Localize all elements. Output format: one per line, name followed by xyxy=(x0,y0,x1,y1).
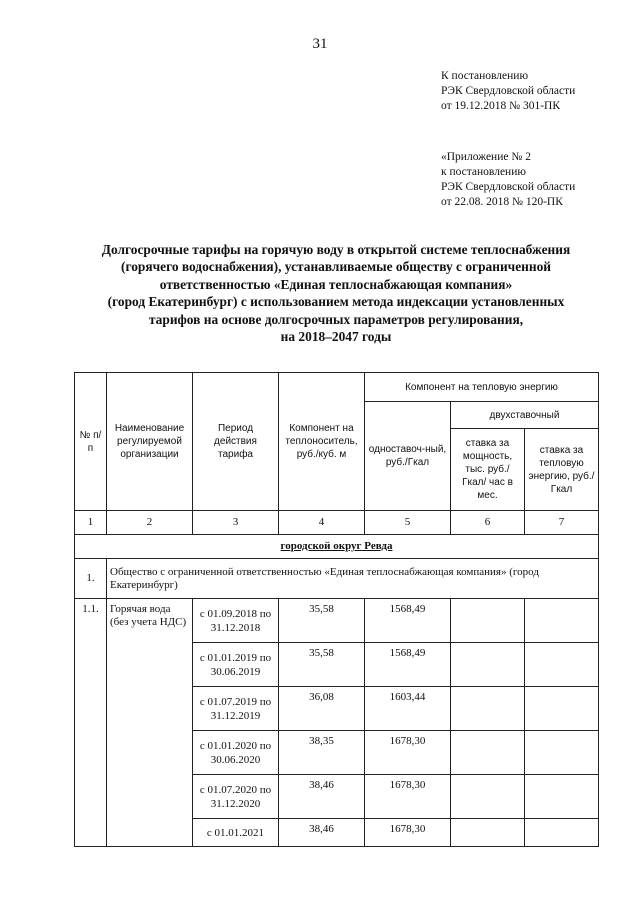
title-line: ответственностью «Единая теплоснабжающая компания» xyxy=(159,276,513,292)
reference-line: «Приложение № 2 xyxy=(441,151,531,163)
energy-rate-cell xyxy=(525,775,599,819)
column-number: 3 xyxy=(193,511,279,535)
single-rate-cell: 1678,30 xyxy=(365,819,451,847)
title-line: на 2018–2047 годы xyxy=(280,329,392,345)
header-period: Период действия тарифа xyxy=(193,373,279,511)
single-rate-cell: 1678,30 xyxy=(365,775,451,819)
single-rate-cell: 1603,44 xyxy=(365,687,451,731)
energy-rate-cell xyxy=(525,643,599,687)
document-title xyxy=(60,241,612,345)
energy-rate-cell xyxy=(525,731,599,775)
reference-block-appendix xyxy=(441,150,575,210)
org-name: Общество с ограниченной ответственностью «Единая теплоснабжающая компания» (город Екатеринбург) xyxy=(107,559,599,599)
table-row xyxy=(75,599,599,643)
period-cell: с 01.01.2019 по 30.06.2019 xyxy=(193,643,279,687)
column-number: 4 xyxy=(279,511,365,535)
capacity-cell xyxy=(451,731,525,775)
header-org: Наименование регулируемой организации xyxy=(107,373,193,511)
org-num: 1. xyxy=(75,559,107,599)
header-num: № п/п xyxy=(75,373,107,511)
column-number: 5 xyxy=(365,511,451,535)
page-number: 31 xyxy=(312,36,328,52)
reference-line: к постановлению xyxy=(441,166,526,178)
reference-line: от 22.08. 2018 № 120-ПК xyxy=(441,196,563,208)
carrier-cell: 38,46 xyxy=(279,775,365,819)
carrier-cell: 38,35 xyxy=(279,731,365,775)
period-cell: с 01.07.2020 по 31.12.2020 xyxy=(193,775,279,819)
column-number: 6 xyxy=(451,511,525,535)
energy-rate-cell xyxy=(525,819,599,847)
capacity-cell xyxy=(451,819,525,847)
title-line: тарифов на основе долгосрочных параметров регулирования, xyxy=(148,311,524,327)
section-title: городской округ Ревда xyxy=(75,535,599,559)
header-energy-rate: ставка за тепловую энергию, руб./Гкал xyxy=(525,429,599,511)
title-line: Долгосрочные тарифы на горячую воду в открытой системе теплоснабжения xyxy=(101,242,571,257)
header-carrier: Компонент на теплоноситель, руб./куб. м xyxy=(279,373,365,511)
item-num: 1.1. xyxy=(75,599,107,847)
capacity-cell xyxy=(451,687,525,731)
column-number-row xyxy=(75,511,599,535)
energy-rate-cell xyxy=(525,599,599,643)
column-number: 2 xyxy=(107,511,193,535)
reference-line: РЭК Свердловской области xyxy=(441,181,576,193)
capacity-cell xyxy=(451,775,525,819)
carrier-cell: 38,46 xyxy=(279,819,365,847)
capacity-cell xyxy=(451,599,525,643)
single-rate-cell: 1678,30 xyxy=(365,731,451,775)
header-single-rate: одноставоч-ный, руб./Гкал xyxy=(365,402,451,511)
reference-line: РЭК Свердловской области xyxy=(441,85,576,97)
organization-row xyxy=(75,559,599,599)
reference-block-resolution xyxy=(441,69,575,114)
capacity-cell xyxy=(451,643,525,687)
period-cell: с 01.07.2019 по 31.12.2019 xyxy=(193,687,279,731)
carrier-cell: 35,58 xyxy=(279,599,365,643)
section-row xyxy=(75,535,599,559)
single-rate-cell: 1568,49 xyxy=(365,599,451,643)
header-capacity: ставка за мощность, тыс. руб./Гкал/ час в мес. xyxy=(451,429,525,511)
period-cell: с 01.09.2018 по 31.12.2018 xyxy=(193,599,279,643)
period-cell: с 01.01.2021 xyxy=(193,819,279,847)
item-name: Горячая вода (без учета НДС) xyxy=(107,599,193,847)
header-energy-group: Компонент на тепловую энергию xyxy=(365,373,599,402)
tariff-table xyxy=(74,372,599,847)
carrier-cell: 36,08 xyxy=(279,687,365,731)
single-rate-cell: 1568,49 xyxy=(365,643,451,687)
carrier-cell: 35,58 xyxy=(279,643,365,687)
reference-line: К постановлению xyxy=(441,70,529,82)
period-cell: с 01.01.2020 по 30.06.2020 xyxy=(193,731,279,775)
column-number: 7 xyxy=(525,511,599,535)
reference-line: от 19.12.2018 № 301-ПК xyxy=(441,100,561,112)
title-line: (город Екатеринбург) с использованием метода индексации установленных xyxy=(107,294,565,310)
header-two-rate: двухставочный xyxy=(451,402,599,429)
column-number: 1 xyxy=(75,511,107,535)
energy-rate-cell xyxy=(525,687,599,731)
title-line: (горячего водоснабжения), устанавливаемые обществу с ограниченной xyxy=(120,259,552,275)
